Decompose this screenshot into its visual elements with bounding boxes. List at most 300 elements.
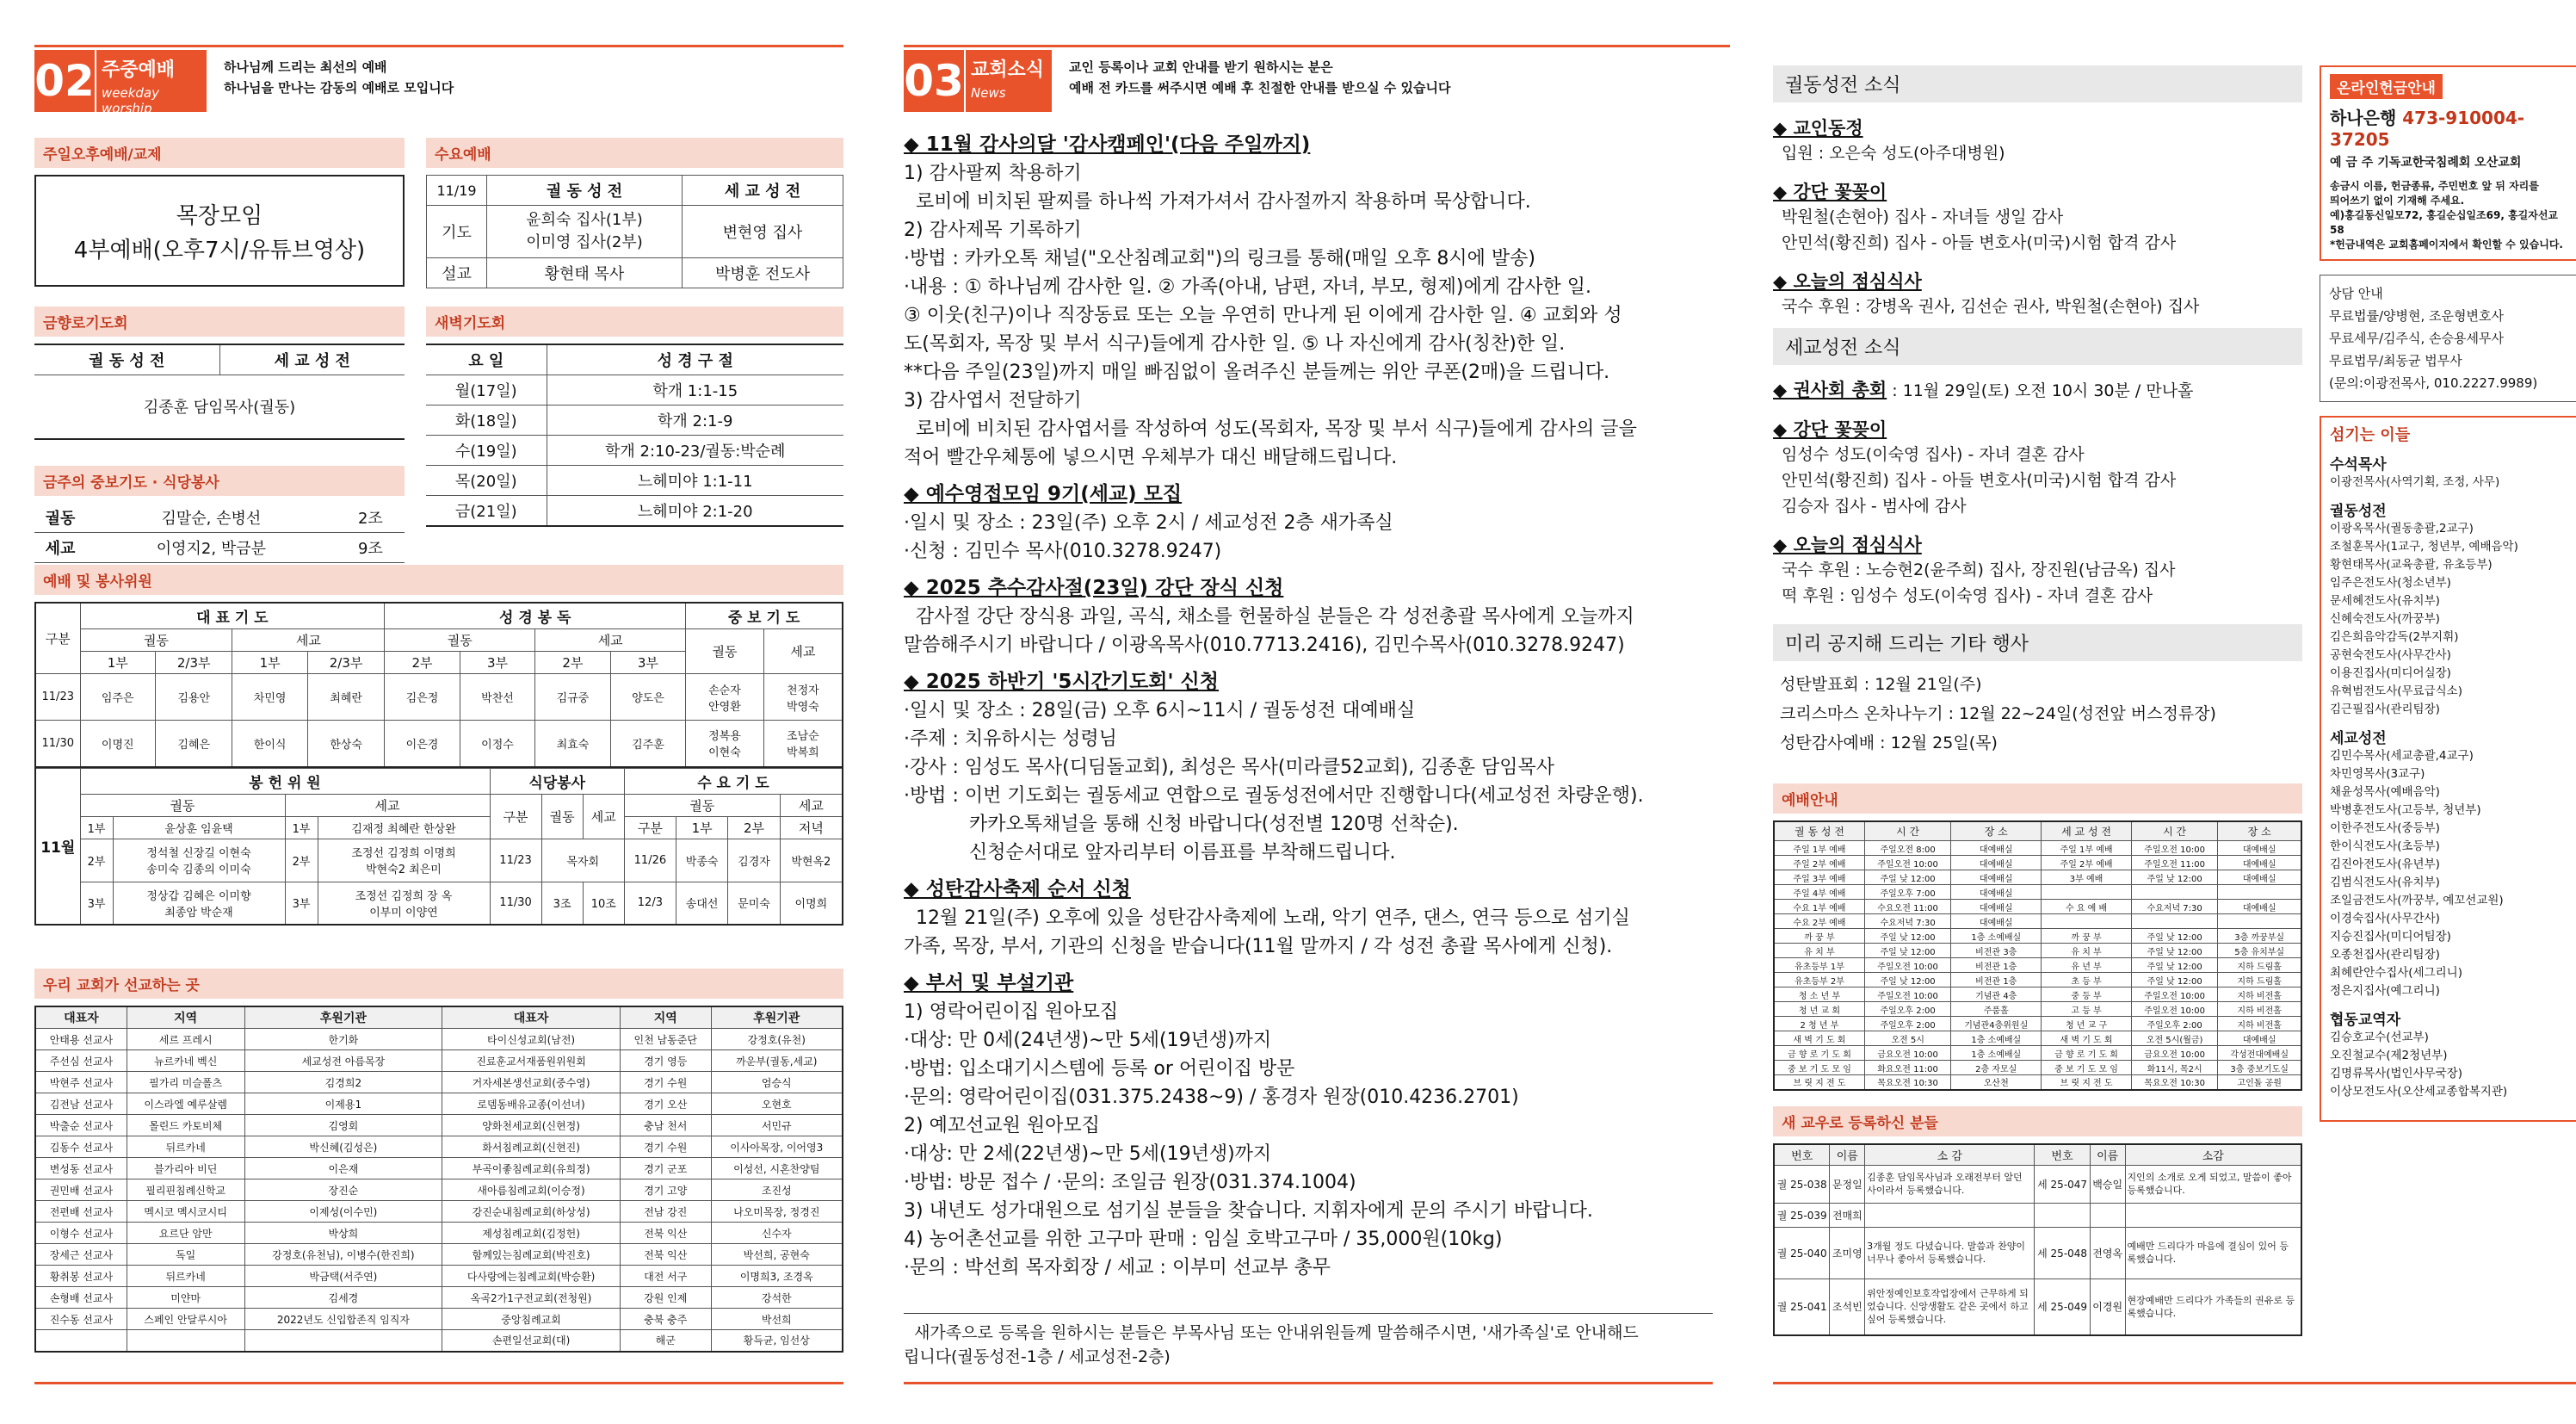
svc-cell: 11/30 (35, 721, 80, 767)
wed-name: 박종숙 (676, 839, 727, 882)
staff-member: 이상모전도사(오산세교종합복지관) (2330, 1085, 2508, 1099)
dawn-h2: 성 경 구 절 (547, 344, 843, 375)
mis-cell: 멕시코 멕시코시티 (127, 1201, 244, 1223)
table-header (35, 1006, 843, 1029)
guide-cell: 수 요 예 배 (2042, 900, 2132, 914)
guide-cell: 대예배실 (2218, 1031, 2301, 1046)
svc-cell: 차민영 (232, 674, 307, 721)
guide-cell: 고인돌 공원 (2218, 1075, 2301, 1090)
mis-header: 후원기관 (244, 1006, 442, 1029)
missions-table (34, 1006, 843, 1353)
vol-part: 1부 (80, 816, 113, 839)
staff-member: 황현태목사(교육총괄, 유초등부) (2330, 558, 2493, 572)
wed-name: 박현옥2 (780, 839, 843, 882)
svc-sub2: 1부 (80, 652, 155, 674)
news-line: ·방법: 입소대기시스템에 등록 or 어린이집 방문 (904, 1058, 1295, 1080)
sunday-pm-box (34, 175, 405, 287)
table-row (35, 839, 843, 882)
mis-header: 지역 (127, 1006, 244, 1029)
guide-header: 궐 동 성 전 (1774, 821, 1864, 841)
news-line: 12월 21일(주) 오후에 있을 성탄감사축제에 노래, 악기 연주, 댄스, 연극 등으로 섬기실 (904, 907, 1630, 929)
vol-month: 11월 (35, 768, 80, 925)
table-row (35, 1287, 843, 1309)
events-bar: 미리 공지해 드리는 기타 행사 (1773, 624, 2302, 661)
vol-sub: 세교 (583, 794, 624, 839)
new-members-table (1773, 1143, 2302, 1337)
mis-cell: 변성동 선교사 (35, 1158, 127, 1179)
guide-cell: 주일오후 7:00 (1864, 885, 1950, 900)
vol-h: 수 요 기 도 (624, 768, 843, 794)
consult-line: (문의:이광전목사, 010.2227.9989) (2329, 375, 2538, 391)
guide-cell: 목요오전 10:30 (2131, 1075, 2217, 1090)
fri-h2: 세 교 성 전 (219, 344, 405, 375)
new-cell: 문정일 (1830, 1165, 1865, 1203)
vol-sub: 구분 (624, 816, 676, 839)
guide-cell: 주일 낮 12:00 (1864, 870, 1950, 885)
svc-cell: 한이식 (232, 721, 307, 767)
guide-cell: 주일오전 11:00 (2131, 856, 2217, 870)
staff-member: 이광옥목사(궐동총괄,2교구) (2330, 522, 2474, 536)
guide-cell: 주일 낮 12:00 (1864, 973, 1950, 988)
news-item-heading: ◆ 강단 꽃꽂이 (1773, 182, 1887, 202)
guide-cell: 주일 낮 12:00 (2131, 944, 2217, 958)
dawn-verse: 느헤미야 2:1-20 (547, 496, 843, 527)
mis-cell: 엄승식 (711, 1072, 843, 1093)
guide-cell: 대예배실 (1951, 856, 2042, 870)
news-item-text: 국수 후원 : 강병옥 권사, 김선순 권사, 박원철(손현아) 집사 (1782, 297, 2200, 316)
wed-sermon-2: 박병훈 전도사 (683, 258, 843, 288)
mis-cell: 서민규 (711, 1115, 843, 1136)
vol-sub: 궐동 (80, 794, 285, 816)
new-cell (1865, 1203, 2035, 1227)
guide-cell: 금요오전 10:00 (2131, 1046, 2217, 1061)
mis-cell: 박출순 선교사 (35, 1115, 127, 1136)
vol-part: 2부 (285, 839, 318, 882)
news-line: 도(목회자, 목장 및 부서 식구)들에게 감사한 일. ⑤ 나 자신에게 감사(칭찬)한 일. (904, 333, 1566, 355)
section-title: 금향로기도회 (34, 306, 405, 337)
staff-member: 임주은전도사(청소년부) (2330, 576, 2451, 590)
wed-h1: 궐 동 성 전 (487, 176, 683, 206)
volunteer-table (34, 768, 843, 926)
news-line: 3) 내년도 성가대원으로 섬기실 분들을 찾습니다. 지휘자에게 문의 주시기 바랍니다. (904, 1200, 1593, 1222)
svc-sub2: 3부 (460, 652, 534, 674)
staff-member: 김승호교수(선교부) (2330, 1031, 2429, 1044)
guide-cell: 오전 5시(월금) (2131, 1031, 2217, 1046)
news-heading: ◆ 2025 하반기 '5시간기도회' 신청 (904, 671, 1219, 693)
mis-cell: 이형수 선교사 (35, 1223, 127, 1244)
section-intro (1069, 45, 1450, 98)
new-header: 소감 (2125, 1144, 2301, 1166)
mis-cell: 전북 익산 (620, 1244, 711, 1266)
staff-member: 박병훈전도사(고등부, 청년부) (2330, 803, 2481, 817)
section-title: 새벽기도회 (426, 306, 843, 337)
consult-line: 무료세무/김주식, 손승용세무사 (2329, 331, 2504, 346)
meal-names: 김말순, 손병선 (86, 503, 337, 533)
wed-prayer-1a: 윤희숙 집사(1부) (526, 211, 643, 229)
staff-title: 섬기는 이들 (2330, 426, 2411, 444)
table-row (35, 1115, 843, 1136)
mis-cell: 안태용 선교사 (35, 1029, 127, 1050)
news-line: 로비에 비치된 감사엽서를 작성하여 성도(목회자, 목장 및 부서 식구)들에게 감사의 글을 (904, 418, 1637, 440)
section-label (96, 50, 207, 116)
svc-sub2: 3부 (610, 652, 685, 674)
meal-team: 3조 (541, 882, 583, 925)
staff-member: 이경숙집사(사무간사) (2330, 912, 2440, 926)
mis-cell: 필가리 미슬폴츠 (127, 1072, 244, 1093)
event-item: 성탄감사예배 : 12월 25일(목) (1780, 734, 1998, 752)
news-line: 로비에 비치된 팔찌를 하나씩 가져가셔서 감사절까지 착용하며 묵상합니다. (904, 191, 1531, 213)
staff-member: 조철훈목사(1교구, 청년부, 예배음악) (2330, 540, 2518, 554)
table-row (1774, 856, 2301, 870)
mis-cell: 김세경 (244, 1287, 442, 1309)
guide-cell: 주일 1부 예배 (2042, 841, 2132, 856)
guide-cell: 초 등 부 (2042, 973, 2132, 988)
online-note-4: *헌금내역은 교회홈페이지에서 확인할 수 있습니다. (2330, 238, 2563, 251)
new-cell: 김종훈 담임목사님과 오래전부터 알던 사이라서 등록했습니다. (1865, 1165, 2035, 1203)
online-acct: 473-910004-37205 (2330, 108, 2525, 150)
new-header: 소 감 (1865, 1144, 2035, 1166)
news-line: ·방법: 방문 접수 / ·문의: 조일금 원장(031.374.1004) (904, 1172, 1356, 1193)
guide-cell: 화요오전 11:00 (1864, 1061, 1950, 1075)
guide-cell: 주일오전 10:00 (2131, 988, 2217, 1002)
news-line: ·내용 : ① 하나님께 감사한 일. ② 가족(아내, 남편, 자녀, 부모, 형제)에게 감사한 일. (904, 276, 1591, 298)
section-label-ko: 주중예배 (102, 59, 176, 81)
guide-cell: 주일 낮 12:00 (2131, 958, 2217, 973)
mis-cell: 강원 인제 (620, 1287, 711, 1309)
table-row (35, 1223, 843, 1244)
staff-box (2320, 416, 2576, 1122)
table-row (1774, 958, 2301, 973)
section-intro (224, 45, 454, 98)
service-table (34, 602, 843, 768)
mis-cell: 김경희2 (244, 1072, 442, 1093)
guide-cell: 주일 2부 예배 (1774, 856, 1864, 870)
svc-cell: 김용안 (155, 674, 232, 721)
guide-cell: 3층 까꿍부실 (2218, 929, 2301, 944)
guide-cell: 비전관 1층 (1951, 973, 2042, 988)
news-heading: ◆ 2025 추수감사절(23일) 강단 장식 신청 (904, 577, 1284, 599)
wed-sermon-label: 설교 (427, 258, 487, 288)
svc-cell: 정복용 이현숙 (686, 721, 764, 767)
table-row (1774, 1017, 2301, 1031)
news-line: 3) 감사엽서 전달하기 (904, 390, 1082, 412)
new-cell: 현장예배만 드리다가 가족들의 권유로 등 록했습니다. (2125, 1279, 2301, 1335)
mis-cell: 이제성(이수민) (244, 1201, 442, 1223)
news-item-text: 안민석(황진희) 집사 - 아들 변호사(미국)시험 합격 감사 (1782, 233, 2177, 252)
guide-cell: 기념관 4층 (1951, 988, 2042, 1002)
table-row (1774, 1031, 2301, 1046)
event-item: 성탄발표회 : 12월 21일(주) (1780, 675, 1982, 694)
dawn-verse: 학개 2:1-9 (547, 406, 843, 436)
table-row (35, 1072, 843, 1093)
guide-cell: 금 향 로 기 도 회 (1774, 1046, 1864, 1061)
wed-name: 이명희 (780, 882, 843, 925)
news-item-text: 입원 : 오은숙 성도(아주대병원) (1782, 144, 2005, 163)
mis-cell: 진료훈교서재품원위원회 (442, 1050, 621, 1072)
online-owner: 예 금 주 기독교한국침례회 오산교회 (2330, 156, 2522, 170)
wed-prayer-1 (487, 206, 683, 258)
table-row (34, 503, 405, 533)
table-row (35, 1050, 843, 1072)
section-title: 우리 교회가 선교하는 곳 (34, 969, 843, 999)
mis-cell: 2022년도 신입합존직 임직자 (244, 1309, 442, 1330)
guide-header: 장 소 (1951, 821, 2042, 841)
new-header: 번호 (1774, 1144, 1830, 1166)
table-row (426, 375, 843, 406)
mis-cell: 이사아목장, 이어영3 (711, 1136, 843, 1158)
mis-cell: 장세근 선교사 (35, 1244, 127, 1266)
guide-cell: 비전관 1층 (1951, 958, 2042, 973)
vol-names: 윤상훈 임윤택 (113, 816, 285, 839)
news-heading: ◆ 부서 및 부설기관 (904, 972, 1074, 994)
mis-cell: 이스라엘 예루살렘 (127, 1093, 244, 1115)
guide-cell: 수요 1부 예배 (1774, 900, 1864, 914)
online-note-3: 예)홍길동신일모72, 홍길순십일조69, 홍길자선교58 (2330, 209, 2559, 236)
guide-cell: 대예배실 (2218, 900, 2301, 914)
news-line: **다음 주일(23일)까지 매일 빠짐없이 올려주신 분들께는 위안 쿠폰(2매)을 드립니다. (904, 362, 1610, 383)
guide-cell: 새 벽 기 도 회 (2042, 1031, 2132, 1046)
news-heading: ◆ 예수영접모임 9기(세교) 모집 (904, 483, 1183, 505)
segyo-news-bar: 세교성전 소식 (1773, 328, 2302, 365)
wed-prayer-2: 변현영 집사 (683, 206, 843, 258)
svc-sub2: 2/3부 (155, 652, 232, 674)
svc-cell: 손순자 안영환 (686, 674, 764, 721)
section-label (966, 50, 1052, 112)
guide-cell: 지하 드림홀 (2218, 973, 2301, 988)
staff-member: 김민수목사(세교총괄,4교구) (2330, 749, 2474, 763)
table-row (1774, 841, 2301, 856)
dawn-table (426, 344, 843, 527)
page-02-header (34, 45, 843, 115)
mis-cell: 이성선, 시혼찬양팀 (711, 1158, 843, 1179)
news-item (1773, 377, 2302, 404)
table-header (1774, 821, 2301, 841)
table-row (1774, 914, 2301, 929)
news-line: 2) 감사제목 기록하기 (904, 220, 1082, 241)
page-number: 03 (904, 50, 964, 112)
vol-sub: 구분 (490, 794, 541, 839)
svc-cell: 최혜란 (307, 674, 384, 721)
mis-cell: 부곡이좋침례교회(유희정) (442, 1158, 621, 1179)
news-line: ·문의: 영락어린이집(031.375.2438~9) / 홍경자 원장(010.4236.2701) (904, 1087, 1519, 1108)
news-item-text: 김승자 집사 - 범사에 감사 (1782, 497, 1967, 516)
mis-cell: 경기 수원 (620, 1136, 711, 1158)
guide-cell (2042, 885, 2132, 900)
page-03-news (904, 0, 1730, 1424)
mis-header: 대표자 (442, 1006, 621, 1029)
mis-cell: 김전남 선교사 (35, 1093, 127, 1115)
header-rule (34, 45, 843, 47)
table-row (426, 406, 843, 436)
header-rule (904, 45, 1730, 47)
svc-sub: 궐동 (385, 629, 535, 652)
mis-cell: 필리핀침례신학교 (127, 1179, 244, 1201)
page-church-news-right (1773, 0, 2576, 1424)
guide-cell: 2 청 년 부 (1774, 1017, 1864, 1031)
staff-member: 공현숙전도사(사무간사) (2330, 648, 2451, 662)
mis-cell: 미얀마 (127, 1287, 244, 1309)
meal-date: 11/30 (490, 882, 541, 925)
mis-cell: 뒤르카네 (127, 1136, 244, 1158)
news-item-text: : 11월 29일(토) 오전 10시 30분 / 만나홀 (1892, 381, 2194, 400)
svc-sub2: 1부 (232, 652, 307, 674)
gwoldong-news-bar: 궐동성전 소식 (1773, 65, 2302, 102)
wed-date: 12/3 (624, 882, 676, 925)
staff-member: 조일금전도사(까꿍부, 예꼬선교원) (2330, 894, 2504, 907)
guide-header: 시 간 (2131, 821, 2217, 841)
new-cell: 예배만 드리다가 마음에 결심이 있어 등 록했습니다. (2125, 1227, 2301, 1279)
mis-cell: 세교성전 아름목장 (244, 1050, 442, 1072)
guide-cell: 5층 유치부실 (2218, 944, 2301, 958)
guide-cell: 주일 낮 12:00 (2131, 929, 2217, 944)
svc-sub2: 2/3부 (307, 652, 384, 674)
table-row (35, 1093, 843, 1115)
staff-member: 김명류목사(법인사무국장) (2330, 1067, 2462, 1080)
vol-h: 식당봉사 (490, 768, 624, 794)
vol-sub: 세교 (780, 794, 843, 816)
sunday-pm-line1: 목장모임 (176, 203, 263, 229)
table-row (1774, 973, 2301, 988)
staff-group-heading: 협동교역자 (2330, 1012, 2401, 1029)
guide-cell: 목요오전 10:30 (1864, 1075, 1950, 1090)
dawn-verse: 학개 1:1-15 (547, 375, 843, 406)
friday-table (34, 344, 405, 440)
news-line: ·대상: 만 0세(24년생)~만 5세(19년생)까지 (904, 1030, 1272, 1051)
table-header (1774, 1144, 2301, 1166)
news-item-heading: ◆ 오늘의 점심식사 (1773, 271, 1922, 292)
svc-cell: 양도은 (610, 674, 685, 721)
dawn-verse: 느헤미야 1:1-11 (547, 466, 843, 496)
staff-member: 최혜란안수집사(세그리니) (2330, 966, 2462, 980)
event-item: 크리스마스 온차나누기 : 12월 22~24일(성전앞 버스정류장) (1780, 704, 2216, 723)
mis-cell (127, 1330, 244, 1352)
news-item (1773, 416, 2302, 519)
consult-line: 무료법무/최동균 법무사 (2329, 353, 2462, 368)
news-item-text: 임성수 성도(이숙영 집사) - 자녀 결혼 감사 (1782, 445, 2085, 464)
guide-cell: 유초등부 1부 (1774, 958, 1864, 973)
side-column (2320, 60, 2576, 1122)
mis-cell: 황취봉 선교사 (35, 1266, 127, 1287)
staff-member: 차민영목사(3교구) (2330, 767, 2425, 781)
guide-cell (2131, 914, 2217, 929)
page-03-header (904, 45, 1730, 115)
staff-member: 이한주전도사(중등부) (2330, 821, 2440, 835)
new-cell (2125, 1203, 2301, 1227)
guide-cell: 대예배실 (1951, 885, 2042, 900)
news-line: ·방법 : 이번 기도회는 궐동세교 연합으로 궐동성전에서만 진행합니다(세교성전 차량운행). (904, 785, 1644, 807)
page-number: 02 (34, 50, 95, 112)
svc-cell: 최효숙 (535, 721, 610, 767)
wed-sermon-1: 황현태 목사 (487, 258, 683, 288)
new-cell: 이경원 (2090, 1279, 2125, 1335)
mis-cell: 이은재 (244, 1158, 442, 1179)
mis-cell: 충북 충주 (620, 1309, 711, 1330)
table-row (1774, 1061, 2301, 1075)
table-row (34, 532, 405, 562)
guide-cell: 기념관4층위원실 (1951, 1017, 2042, 1031)
news-line: ·방법 : 카카오톡 채널("오산침례교회")의 링크를 통해(매일 오후 8시에 발송) (904, 248, 1535, 269)
guide-cell: 대예배실 (2218, 856, 2301, 870)
guide-cell: 수요저녁 7:30 (2131, 900, 2217, 914)
footer-line-2: 립니다(궐동성전-1층 / 세교성전-2층) (904, 1347, 1171, 1366)
svc-cell: 11/23 (35, 674, 80, 721)
guide-cell: 주일오전 10:00 (2131, 841, 2217, 856)
mis-cell: 박현주 선교사 (35, 1072, 127, 1093)
dawn-day: 월(17일) (426, 375, 547, 406)
guide-cell: 청 년 교 회 (1774, 1002, 1864, 1017)
vol-names: 조정선 김정희 장 옥 이부미 이양연 (318, 882, 490, 925)
news-line: 가족, 목장, 부서, 기관의 신청을 받습니다(11월 말까지 / 각 성전 총괄 목사에게 신청). (904, 936, 1613, 957)
guide-cell: 화11시, 목2시 (2131, 1061, 2217, 1075)
new-cell: 궐 25-039 (1774, 1203, 1830, 1227)
svc-sub2: 2부 (385, 652, 460, 674)
mis-cell: 충남 천서 (620, 1115, 711, 1136)
staff-member: 지승진집사(미디어팀장) (2330, 930, 2451, 944)
mis-cell: 강진순내침례교회(하상성) (442, 1201, 621, 1223)
wed-date: 11/26 (624, 839, 676, 882)
meal-site: 궐동 (34, 503, 86, 533)
news-line: 2) 예꼬선교원 원아모집 (904, 1115, 1100, 1136)
guide-cell: 새 벽 기 도 회 (1774, 1031, 1864, 1046)
guide-cell: 주일오후 2:00 (1864, 1002, 1950, 1017)
news-line: ③ 이웃(친구)이나 직장동료 또는 오늘 우연히 만나게 된 이에게 감사한 일. ④ 교회와 성 (904, 305, 1622, 326)
vol-part: 1부 (285, 816, 318, 839)
guide-header: 장 소 (2218, 821, 2301, 841)
staff-member: 이광전목사(사역기획, 조정, 사무) (2330, 475, 2500, 489)
table-row (35, 721, 843, 767)
guide-cell: 주일오전 10:00 (2131, 1002, 2217, 1017)
intro-line-1: 교인 등록이나 교회 안내를 받기 원하시는 분은 (1069, 59, 1333, 75)
meal-site: 세교 (34, 532, 86, 562)
news-line: 감사절 강단 장식용 과일, 곡식, 채소를 헌물하실 분들은 각 성전총괄 목사에게 오늘까지 (904, 606, 1634, 628)
mis-cell: 권민배 선교사 (35, 1179, 127, 1201)
table-row (426, 496, 843, 527)
guide-cell: 3부 예배 (2042, 870, 2132, 885)
vol-names: 정상갑 김혜은 이미향 최종암 박순재 (113, 882, 285, 925)
table-row (1774, 870, 2301, 885)
guide-cell: 수요 2부 예배 (1774, 914, 1864, 929)
mis-cell: 스페인 안달루시아 (127, 1309, 244, 1330)
meal-group: 9조 (337, 532, 405, 562)
service-block (34, 565, 843, 926)
guide-cell: 대예배실 (1951, 914, 2042, 929)
staff-group-heading: 궐동성전 (2330, 503, 2387, 520)
new-cell: 세 25-047 (2035, 1165, 2090, 1203)
svc-cell: 임주은 (80, 674, 155, 721)
mis-cell: 제성침례교회(김정헌) (442, 1223, 621, 1244)
new-cell: 3개월 정도 다녔습니다. 말씀과 찬양이 너무나 좋아서 등록했습니다. (1865, 1227, 2035, 1279)
guide-cell: 중 보 기 도 모 임 (1774, 1061, 1864, 1075)
new-cell: 세 25-048 (2035, 1227, 2090, 1279)
dawn-day: 화(18일) (426, 406, 547, 436)
guide-cell: 주일 2부 예배 (2042, 856, 2132, 870)
news-column (1773, 60, 2302, 1336)
news-item (1773, 268, 2302, 319)
mis-cell: 독일 (127, 1244, 244, 1266)
vol-part: 2부 (80, 839, 113, 882)
table-row (35, 1158, 843, 1179)
guide-cell: 주일오전 8:00 (1864, 841, 1950, 856)
news-item-text: 박원철(손현아) 집사 - 자녀들 생일 감사 (1782, 207, 2064, 226)
guide-cell: 주일 낮 12:00 (2131, 973, 2217, 988)
section-title: 수요예배 (426, 138, 843, 168)
new-cell: 세 25-049 (2035, 1279, 2090, 1335)
news-item-heading: ◆ 오늘의 점심식사 (1773, 535, 1922, 555)
mis-cell: 거자세본생선교회(중수영) (442, 1072, 621, 1093)
mis-cell: 인천 남동준단 (620, 1029, 711, 1050)
table-row (1774, 1075, 2301, 1090)
table-row (35, 1330, 843, 1352)
